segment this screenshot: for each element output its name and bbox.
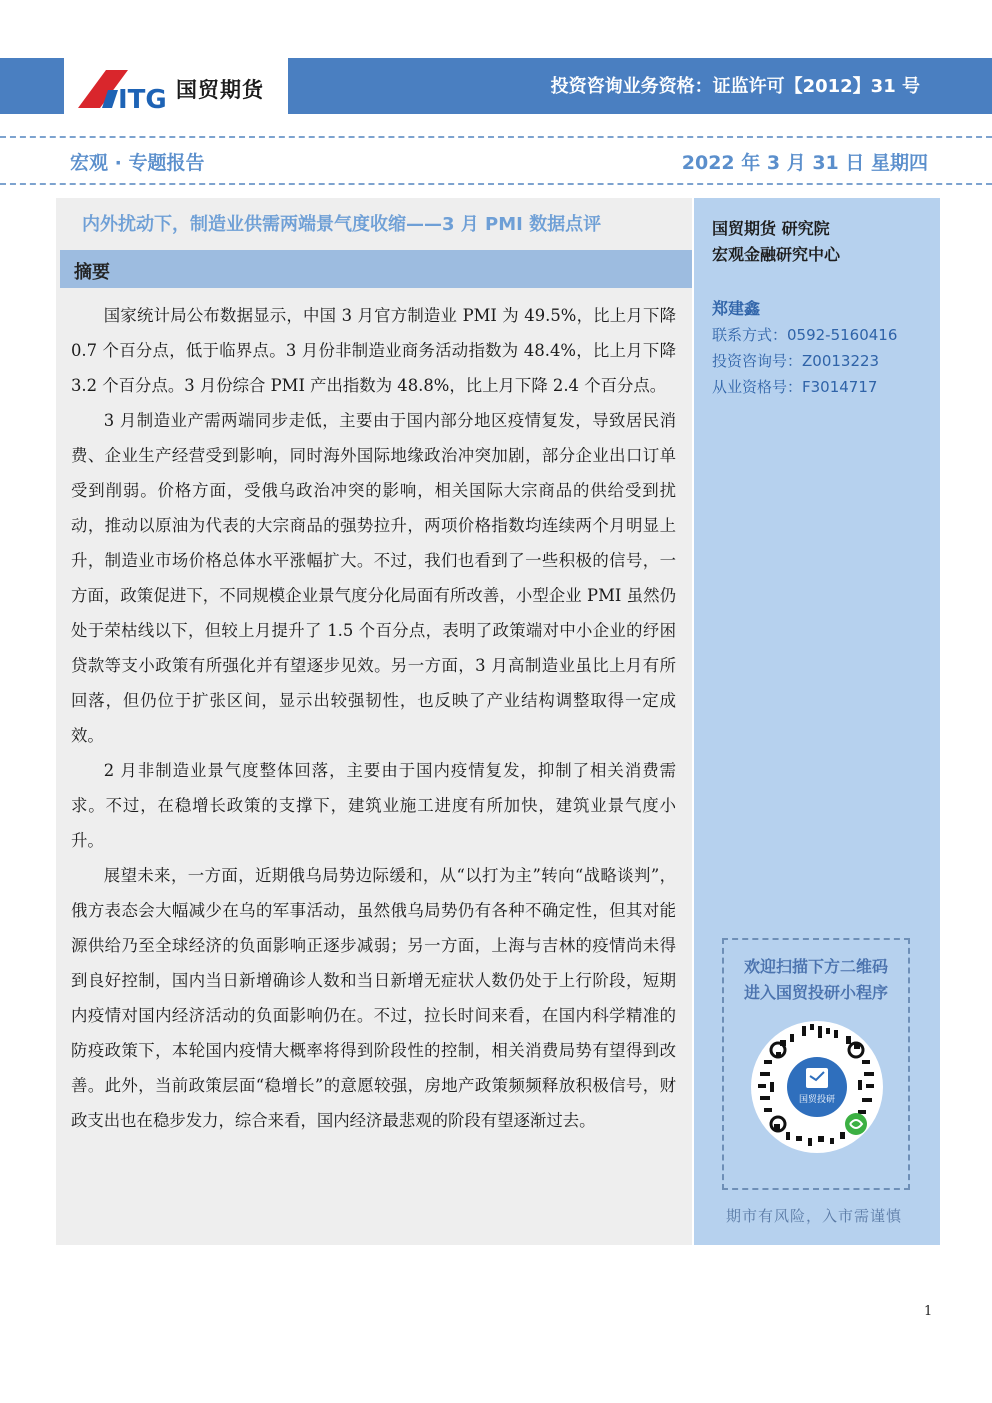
divider-top [0,136,992,138]
qr-center-label: 国贸投研 [798,1095,836,1105]
itg-logo-icon [78,68,178,110]
paragraph: 国家统计局公布数据显示，中国 3 月官方制造业 PMI 为 49.5%，比上月下降 0.7 个百分点，低于临界点。3 月份非制造业商务活动指数为 48.4%，比上月下降 3.2 个百分点。3 月份综合 PMI 产出指数为 48.8%，比上月下降 2.4 个百分点。 [71,306,676,395]
contact-phone: 联系方式：0592-5160416 [712,326,898,344]
logo-text: 国贸期货 [176,78,264,102]
summary-bar [60,250,692,288]
logo-mark: ITG [118,85,167,110]
risk-warning: 期市有风险，入市需谨慎 [726,1207,903,1225]
divider-bottom [0,183,992,185]
report-category: 宏观 · 专题报告 [70,152,205,174]
report-date: 2022 年 3 月 31 日 星期四 [681,152,928,174]
mini-program-qr-icon[interactable] [750,1020,884,1154]
qr-caption [724,954,908,1006]
author-contact [712,322,897,400]
paragraph: 2 月非制造业景气度整体回落，主要由于国内疫情复发，抑制了相关消费需求。不过，在稳增长政策的支撑下，建筑业施工进度有所加快，建筑业景气度小升。 [71,761,676,850]
qr-caption-line: 欢迎扫描下方二维码 [743,957,888,976]
qualification-text: 投资咨询业务资格：证监许可【2012】31 号 [550,76,920,97]
consult-number: 投资咨询号：Z0013223 [712,352,880,370]
org-name: 国贸期货 研究院 [712,219,830,238]
research-org [712,216,840,268]
paragraph: 展望未来，一方面，近期俄乌局势边际缓和，从“以打为主”转向“战略谈判”，俄方表态会大幅减少在乌的军事活动，虽然俄乌局势仍有各种不确定性，但其对能源供给乃至全球经济的负面影响正逐步减弱；另一方面，上海与吉林的疫情尚未得到良好控制，国内当日新增确诊人数和当日新增无症状人数仍处于上行阶段，短期内疫情对国内经济活动的负面影响仍在。不过，拉长时间来看，在国内科学精准的防疫政策下，本轮国内疫情大概率将得到阶段性的控制，相关消费局势有望得到改善。此外，当前政策层面“稳增长”的意愿较强，房地产政策频频释放积极信号，财政支出也在稳步发力，综合来看，国内经济最悲观的阶段有望逐渐过去。 [71,866,676,1130]
paragraph: 3 月制造业产需两端同步走低，主要由于国内部分地区疫情复发，导致居民消费、企业生产经营受到影响，同时海外国际地缘政治冲突加剧，部分企业出口订单受到削弱。价格方面，受俄乌政治冲突的影响，相关国际大宗商品的供给受到扰动，推动以原油为代表的大宗商品的强势拉升，两项价格指数均连续两个月明显上升，制造业市场价格总体水平涨幅扩大。不过，我们也看到了一些积极的信号，一方面，政策促进下，不同规模企业景气度分化局面有所改善，小型企业 PMI 虽然仍处于荣枯线以下，但较上月提升了 1.5 个百分点，表明了政策端对中小企业的纾困贷款等支小政策有所强化并有望逐步见效。另一方面，3 月高制造业虽比上月有所回落，但仍位于扩张区间，显示出较强韧性，也反映了产业结构调整取得一定成效。 [71,411,676,745]
summary-heading: 摘要 [74,262,110,283]
report-body [71,298,676,1138]
practice-number: 从业资格号：F3014717 [712,378,878,396]
qr-code-box [722,938,910,1190]
qr-caption-line: 进入国贸投研小程序 [743,983,888,1002]
author-name: 郑建鑫 [712,299,761,318]
report-title: 内外扰动下，制造业供需两端景气度收缩——3 月 PMI 数据点评 [82,214,602,235]
page-number: 1 [924,1304,933,1319]
logo [64,58,288,114]
org-department: 宏观金融研究中心 [712,245,841,264]
